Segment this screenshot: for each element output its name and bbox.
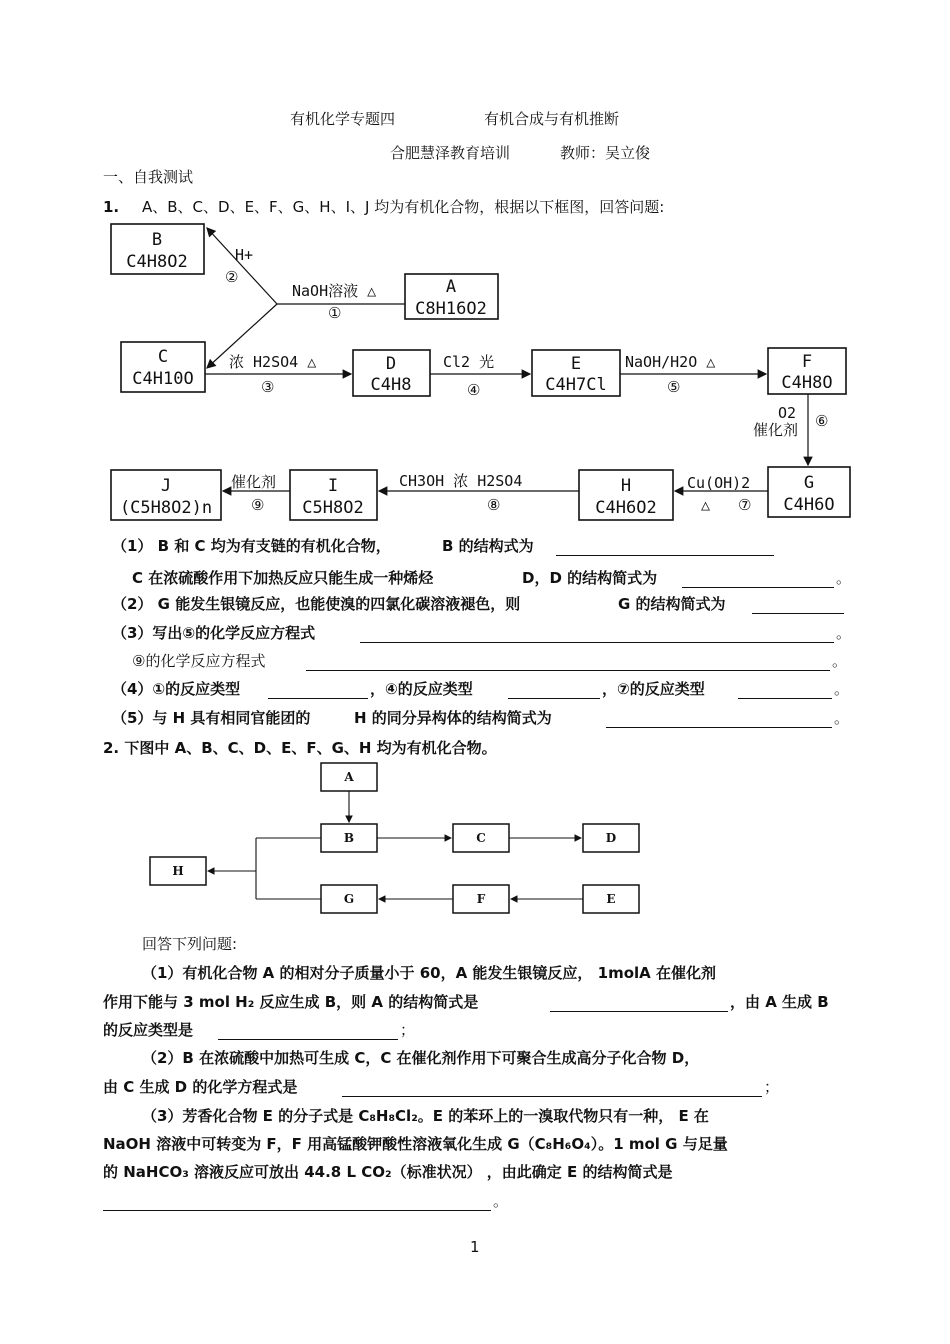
- org-name: 合肥慧泽教育培训: [390, 144, 511, 162]
- period: 。: [834, 709, 850, 727]
- answer-blank-e-structure[interactable]: [103, 1196, 491, 1211]
- q1-s1-part-b: B 的结构式为: [442, 537, 534, 555]
- compound-j-formula: (C5H8O2)n: [119, 498, 213, 518]
- reaction-7-condition: Cu(OH)2: [687, 474, 751, 492]
- compound-h-label: H: [620, 476, 632, 496]
- reaction-1-condition: NaOH溶液 △: [292, 282, 377, 300]
- q2-p5: 由 C 生成 D 的化学方程式是: [103, 1078, 298, 1096]
- compound-b-formula: C4H8O2: [126, 252, 188, 272]
- q1-s2-part-a: （2） G 能发生银镜反应，也能使溴的四氯化碳溶液褪色，则: [112, 595, 521, 613]
- box-e: E: [606, 892, 616, 906]
- answer-blank-isomer[interactable]: [606, 713, 832, 728]
- q2-heading: 2. 下图中 A、B、C、D、E、F、G、H 均为有机化合物。: [103, 739, 497, 757]
- compound-g-label: G: [803, 473, 815, 493]
- box-b: B: [343, 831, 355, 845]
- compound-i-formula: C5H8O2: [302, 498, 364, 518]
- q1-reaction-diagram: [105, 218, 855, 528]
- q2-p2: 作用下能与 3 mol H₂ 反应生成 B，则 A 的结构简式是: [103, 993, 479, 1011]
- reaction-9-number: ⑨: [251, 496, 265, 514]
- reaction-3-number: ③: [261, 378, 275, 396]
- q2-p6: （3）芳香化合物 E 的分子式是 C₈H₈Cl₂。E 的苯环上的一溴取代物只有一种， E 在: [142, 1107, 709, 1125]
- q1-s2-part-b: G 的结构简式为: [618, 595, 726, 613]
- q2-p5b: ；: [764, 1078, 780, 1096]
- compound-a-label: A: [445, 277, 457, 297]
- teacher-name: 教师：吴立俊: [560, 144, 651, 162]
- compound-e-label: E: [570, 354, 582, 374]
- reaction-4-condition: Cl2 光: [443, 353, 495, 371]
- answer-blank-type-1[interactable]: [268, 684, 368, 699]
- compound-g-formula: C4H6O: [783, 495, 835, 515]
- compound-i-label: I: [327, 476, 339, 496]
- reaction-6-number: ⑥: [815, 412, 829, 430]
- answer-blank-equation-9[interactable]: [306, 656, 830, 671]
- period: 。: [834, 680, 850, 698]
- compound-h-formula: C4H6O2: [595, 498, 657, 518]
- compound-f-formula: C4H8O: [781, 373, 833, 393]
- reaction-4-number: ④: [467, 381, 481, 399]
- reaction-9-condition: 催化剂: [231, 473, 277, 491]
- q2-p4: （2）B 在浓硫酸中加热可生成 C，C 在催化剂作用下可聚合生成高分子化合物 D，: [142, 1049, 700, 1067]
- q1-s3-part-a: （3）写出⑤的化学反应方程式: [112, 624, 316, 642]
- reaction-7-heat: △: [701, 496, 711, 514]
- section-heading: 一、自我测试: [103, 168, 194, 186]
- q1-s4-part-b: ，④的反应类型: [370, 680, 473, 698]
- period: 。: [832, 652, 848, 670]
- page-number: 1: [470, 1238, 480, 1256]
- q2-answer-intro: 回答下列问题:: [142, 935, 238, 953]
- compound-c-label: C: [157, 347, 169, 367]
- q1-s5-part-a: （5）与 H 具有相同官能团的: [112, 709, 311, 727]
- answer-blank-a-to-b-type[interactable]: [218, 1025, 398, 1040]
- reaction-1-number: ①: [328, 304, 342, 322]
- q1-s1-part-d: D，D 的结构简式为: [522, 569, 658, 587]
- compound-d-label: D: [385, 354, 397, 374]
- q1-s1-part-a: （1） B 和 C 均为有支链的有机化合物，: [112, 537, 391, 555]
- q1-s3-part-b: ⑨的化学反应方程式: [132, 652, 266, 670]
- compound-j-label: J: [160, 476, 172, 496]
- q2-flow-diagram: [140, 755, 660, 925]
- compound-f-label: F: [801, 352, 813, 372]
- q1-intro: A、B、C、D、E、F、G、H、I、J 均为有机化合物，根据以下框图，回答问题:: [142, 198, 665, 216]
- q2-p3: 的反应类型是: [103, 1021, 194, 1039]
- box-c: C: [476, 831, 486, 845]
- compound-e-formula: C4H7Cl: [545, 375, 607, 395]
- period: 。: [836, 624, 852, 642]
- compound-a-formula: C8H16O2: [415, 299, 487, 319]
- reaction-2-number: ②: [225, 268, 239, 286]
- box-a: A: [344, 770, 354, 784]
- answer-blank-a-structure[interactable]: [550, 997, 728, 1012]
- q2-p2b: ，由 A 生成 B: [730, 993, 829, 1011]
- reaction-6-oxygen: O2: [778, 404, 797, 422]
- reaction-6-catalyst: 催化剂: [753, 421, 799, 439]
- q2-p9-period: 。: [493, 1192, 509, 1210]
- reaction-5-condition: NaOH/H2O △: [625, 353, 716, 371]
- compound-d-formula: C4H8: [370, 375, 412, 395]
- q2-p7: NaOH 溶液中可转变为 F，F 用高锰酸钾酸性溶液氧化生成 G（C₈H₆O₄）。1 mol G 与足量: [103, 1135, 728, 1153]
- compound-b-label: B: [151, 230, 163, 250]
- q1-s4-part-a: （4）①的反应类型: [112, 680, 241, 698]
- box-g: G: [343, 892, 355, 906]
- title-left: 有机化学专题四: [290, 110, 396, 128]
- answer-blank-type-4[interactable]: [508, 684, 600, 699]
- q1-number: 1.: [103, 198, 120, 216]
- answer-blank-d-structure[interactable]: [682, 573, 834, 588]
- box-f: F: [476, 892, 486, 906]
- answer-blank-equation-5[interactable]: [360, 628, 834, 643]
- reaction-3-condition: 浓 H2SO4 △: [229, 353, 317, 371]
- answer-blank-g-structure[interactable]: [752, 599, 844, 614]
- q2-p8: 的 NaHCO₃ 溶液反应可放出 44.8 L CO₂（标准状况） ，由此确定 E 的结构简式是: [103, 1163, 673, 1181]
- answer-blank-type-7[interactable]: [738, 684, 832, 699]
- title-right: 有机合成与有机推断: [484, 110, 620, 128]
- q1-s1-part-c: C 在浓硫酸作用下加热反应只能生成一种烯烃: [132, 569, 434, 587]
- answer-blank-c-to-d-equation[interactable]: [342, 1082, 762, 1097]
- reaction-8-number: ⑧: [487, 496, 501, 514]
- box-h: H: [172, 864, 184, 878]
- reaction-2-condition: H+: [235, 246, 254, 264]
- q1-s5-part-b: H 的同分异构体的结构简式为: [354, 709, 552, 727]
- compound-c-formula: C4H10O: [132, 369, 194, 389]
- box-d: D: [605, 831, 617, 845]
- reaction-5-number: ⑤: [667, 378, 681, 396]
- period: 。: [836, 569, 852, 587]
- q1-s4-part-c: ，⑦的反应类型: [602, 680, 705, 698]
- q2-p1: （1）有机化合物 A 的相对分子质量小于 60，A 能发生银镜反应， 1molA 在催化剂: [142, 964, 716, 982]
- reaction-8-condition: CH3OH 浓 H2SO4: [399, 472, 523, 490]
- answer-blank-b-structure[interactable]: [556, 541, 774, 556]
- reaction-7-number: ⑦: [738, 496, 752, 514]
- q2-p3b: ；: [400, 1021, 416, 1039]
